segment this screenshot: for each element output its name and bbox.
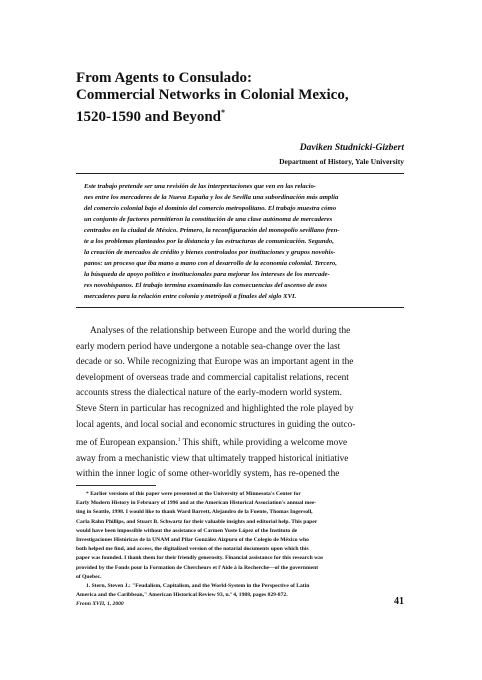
footnote-line: of Quebec. (76, 573, 102, 580)
footnote-separator (76, 485, 156, 486)
abstract-line: mercaderes para la relación entre colonia y metrópoli a finales del siglo XVI. (84, 293, 297, 300)
body-line: decade or so. While recognizing that Europe was an important agent in the (76, 357, 354, 368)
footnote-line: both helped me find, and access, the digitalized version of the notarial documents upon which this (76, 546, 309, 553)
abstract-line: panos: un proceso que iba mano a mano con el desarrollo de la economía colonial. Tercero, (84, 260, 337, 267)
abstract-line: nes entre los mercaderes de la Nueva España y los de Sevilla una subordinación más amplia (84, 194, 339, 201)
footnote-line: provided by the Fonds pour la Formation de Chercheurs et l'Aide à la Recherche—of the government (76, 564, 319, 571)
body-line: accounts stress the dialectical nature of the early-modern world system. (76, 388, 342, 399)
author-name: Daviken Studnicki-Gizbert (299, 143, 404, 153)
body-line: Steve Stern in particular has recognized and highlighted the role played by (76, 403, 354, 414)
page-number: 41 (394, 596, 404, 607)
footnote-ref-1: 1 (177, 437, 181, 444)
article-title (76, 70, 406, 126)
footnote-line: 1. Stern, Steven J.: "Feudalism, Capitalism, and the World-System in the Perspective of Latin (86, 583, 310, 590)
title-line-3 (76, 104, 406, 126)
body-line: Analyses of the relationship between Europe and the world during the (90, 326, 351, 336)
abstract-line: res novohispanos. El trabajo termina examinando las consecuencias del ascenso de esos (84, 282, 327, 289)
abstract-bottom-rule (76, 307, 404, 308)
footnote-line: Carla Rahn Phillips, and Stuart B. Schwartz for their valuable insights and editorial help. This paper (76, 518, 318, 525)
abstract-line: Este trabajo pretende ser una revisión de las interpretaciones que ven en las relacio- (84, 183, 317, 190)
author-affiliation: Department of History, Yale University (279, 157, 404, 166)
body-line (76, 433, 404, 452)
body-paragraph (76, 324, 404, 483)
abstract-line: un conjunto de factores permitieron la constitución de una clase autónoma de mercaderes (84, 216, 333, 223)
title-footnote-mark: * (221, 108, 226, 117)
body-line-text: This shift, while providing a welcome move (180, 438, 348, 449)
footnote-line: America and the Caribbean," American Historical Review 93, n.º 4, 1988, pages 829-872. (76, 592, 288, 599)
footnotes (76, 490, 404, 600)
footnote-line: paper was founded. I thank them for their friendly generosity. Financial assistance for this research was (76, 555, 324, 562)
body-line: away from a mechanistic view that ultimately trapped historical initiative (76, 453, 349, 464)
footnote-line: ting in Seattle, 1998. I would like to thank Ward Barrett, Alejandro de la Fuente, Thomas Ingersoll, (76, 509, 313, 516)
title-line-1: From Agents to Consulado: (76, 70, 252, 86)
title-line-3-text: 1520-1590 and Beyond (76, 109, 222, 125)
abstract-top-rule (76, 173, 404, 174)
body-line: within the inner logic of some other-worldly system, has re-opened the (76, 469, 340, 480)
journal-citation: Fronn XVII, 1, 2000 (76, 601, 124, 607)
abstract-line: del comercio colonial bajo el dominio del comercio metropolitano. El trabajo muestra cómo (84, 205, 337, 212)
body-line: local agents, and local social and economic structures in guiding the outco- (76, 419, 356, 430)
footnote-line: Early Modern History in February of 1996 and at the American Historical Association's annual mee- (76, 500, 317, 507)
body-line-text: me of European expansion. (76, 438, 178, 449)
abstract-line: centrados en la ciudad de México. Primero, la reconfiguración del monopolio sevillano fren- (84, 227, 340, 234)
abstract-line: te a los problemas planteados por la distancia y las estructuras de comunicación. Segundo, (84, 238, 334, 245)
footnote-line: * Earlier versions of this paper were presented at the University of Minnesota's Center for (86, 491, 301, 497)
abstract (84, 181, 406, 302)
abstract-line: la creación de mercados de crédito y bienes controlados por instituciones y grupos novohis- (84, 249, 336, 256)
abstract-line: la búsqueda de apoyo político e institucionales para mejorar los intereses de los mercade- (84, 271, 330, 278)
body-line: development of overseas trade and commercial capitalist relations, recent (76, 372, 349, 383)
title-line-2: Commercial Networks in Colonial Mexico, (76, 87, 349, 103)
footnote-line: would have been impossible without the assistance of Carmen Yuste López of the Instituto de (76, 527, 298, 534)
footnote-line: Investigaciones Históricas de la UNAM and Pilar González Aizpuru of the Colegio de México who (76, 537, 309, 544)
body-line: early modern period have undergone a notable sea-change over the last (76, 341, 341, 352)
